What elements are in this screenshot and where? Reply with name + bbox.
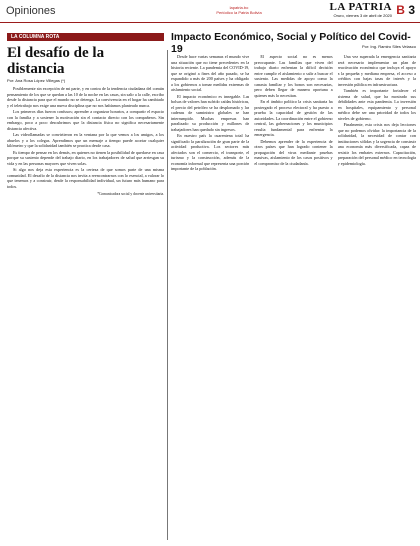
article-column xyxy=(254,54,332,540)
column-title: El desafío de la distancia xyxy=(7,45,105,77)
page-letter: B xyxy=(396,3,405,17)
article-body xyxy=(171,54,416,540)
page-digit: 3 xyxy=(408,3,415,17)
paragraph: Es tiempo de pensar en los demás, en quienes no tienen la posibilidad de quedarse en casa porque su sustento depende del trabajo diario, en los trabajadores de salud que arriesgan su vida y en las personas mayores que viven solas. xyxy=(7,149,164,166)
issue-date: Oruro, viernes 3 de abril de 2020 xyxy=(333,13,392,18)
column-author: Por: Ana Rosa López Villegas (*) xyxy=(7,78,66,83)
paragraph: Desde hace varias semanas el mundo vive una situación que no tiene precedentes en la historia reciente. La pandemia del COVID-19, que se originó a fines del año pasado, se ha expandido a más de 200 países y ha obligado a los gobiernos a tomar medidas extremas de aislamiento social. xyxy=(171,54,250,92)
column-tag: LA COLUMNA ROTA xyxy=(7,33,164,41)
site-info xyxy=(209,5,269,15)
opinion-column xyxy=(7,25,164,540)
column-footnote: *Comunicadora social y docente universitaria. xyxy=(97,192,164,196)
article-column xyxy=(338,54,416,540)
paragraph: Debemos aprender de la experiencia de otros países que han logrado contener la propagación del virus mediante pruebas masivas, aislamiento de los casos positivos y el compromiso de la ciudadanía. xyxy=(254,138,333,166)
site-caption: Periódico la Patria Bolivia xyxy=(216,10,262,15)
site-url[interactable]: lapatria.bo xyxy=(229,5,249,10)
section-name: Opiniones xyxy=(6,5,56,17)
paragraph: Los primeros días fueron confusos; aprender a organizar horarios, a compartir el espacio con la familia y a sostener la motivación sin el contacto directo con los compañeros. Sin embargo, poco a poco descubrimos que la distancia física no significa necesariamente distancia afectiva. xyxy=(7,109,164,131)
paragraph: Finalmente, esta crisis nos deja lecciones que no podemos olvidar: la importancia de la solidaridad, la necesidad de contar con instituciones sólidas y la urgencia de construir una economía más diversificada, capaz de resistir los embates externos. Capacitación, preparación del personal médico en tecnología y epidemiología. xyxy=(337,122,416,166)
paragraph: Posiblemente sin excepción de mi parte, y en contra de la tendencia ciudadana del común pensamiento de los que se quedan a las 10 de la noche en las casas, sin salir a la calle, escribo desde la distancia para que el mundo no se detenga. La convivencia en el hogar ha cambiado y el teletrabajo nos exige una nueva disciplina que no nos habíamos planteado nunca. xyxy=(7,86,164,108)
paragraph: También es importante fortalecer el sistema de salud, que ha mostrado sus debilidades ante esta pandemia. La inversión en hospitales, equipamiento y personal médico debe ser una prioridad de todos los niveles de gobierno. xyxy=(337,88,416,121)
article-column xyxy=(171,54,249,540)
paragraph: El aspecto social no es menos preocupante. Las familias que viven del trabajo diario enfrentan la difícil decisión entre cumplir el aislamiento o salir a buscar el sustento. Las medidas de apoyo como la canasta familiar y los bonos son necesarias, pero deben llegar de manera oportuna a quienes más lo necesitan. xyxy=(254,54,333,98)
column-body xyxy=(7,86,164,189)
paragraph: En nuestro país la cuarentena total ha significado la paralización de gran parte de la actividad productiva. Los sectores más afectados son el comercio, el transporte, el turismo y la construcción, además de la economía informal que representa una porción importante de la población. xyxy=(171,133,250,171)
column-divider xyxy=(167,50,168,540)
masthead xyxy=(330,1,392,18)
paragraph: En el ámbito político la crisis sanitaria ha postergado el proceso electoral y ha puesto a prueba la capacidad de gestión de las autoridades. La coordinación entre el gobierno central, las gobernaciones y los municipios resulta fundamental para enfrentar la emergencia. xyxy=(254,99,333,137)
page-number xyxy=(396,3,415,17)
paragraph: Una vez superada la emergencia sanitaria será necesario implementar un plan de reactivación económica que incluya el apoyo a la pequeña y mediana empresa, el acceso a créditos con bajas tasas de interés y la inversión pública en infraestructura. xyxy=(337,54,416,87)
paragraph: Las videollamadas se convirtieron en la ventana por la que vemos a los amigos, a los abuelos y a los colegas. Aprendimos que un mensaje a tiempo puede acortar cualquier kilómetro y que la solidaridad también se practica desde casa. xyxy=(7,132,164,148)
paragraph: El impacto económico es innegable. Las bolsas de valores han sufrido caídas históricas, el precio del petróleo se ha desplomado y las cadenas de suministro globales se han interrumpido. Muchas empresas han paralizado su producción y millones de trabajadores han quedado sin ingresos. xyxy=(171,93,250,132)
paragraph: Si algo nos deja esta experiencia es la certeza de que somos parte de una misma comunidad. El desafío de la distancia nos invita a reencontrarnos con lo esencial, a valorar lo que tenemos y a construir, desde la responsabilidad individual, un futuro más humano para todos. xyxy=(7,167,164,189)
newspaper-logo: LA PATRIA xyxy=(329,1,392,13)
article-title: Impacto Económico, Social y Político del Covid-19 xyxy=(171,31,411,55)
page-header xyxy=(0,0,420,23)
article-author: Por: Ing. Ramiro Siles Velasco xyxy=(361,44,416,49)
